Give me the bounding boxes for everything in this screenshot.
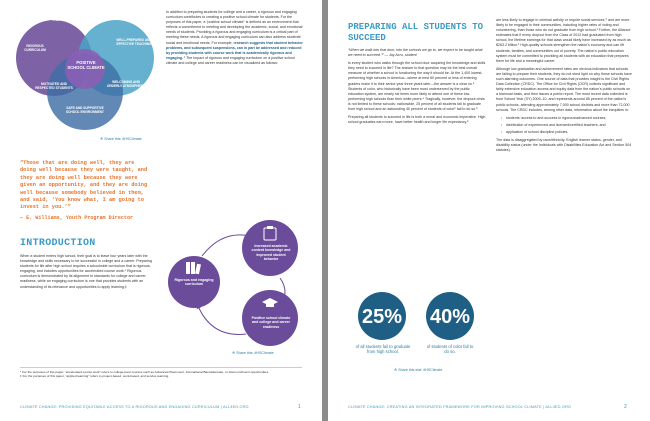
right-paragraph-3: The data is disaggregated by race/ethnicity, English learner status, gender, and disability status (under the Individuals with Disabilities Education Act and Section 504 statutes). bbox=[496, 137, 632, 153]
page-footer: CLIMATE CHANGE: PROVIDING EQUITABLE ACCESS TO A RIGOROUS AND ENGAGING CURRICULUM | ALL4ED.ORG bbox=[20, 405, 249, 409]
share-label: Share this: #HSClimate bbox=[236, 351, 274, 355]
venn-label-right: WELL-PREPARED AND EFFECTIVE TEACHING bbox=[116, 38, 152, 46]
footnotes bbox=[20, 367, 302, 378]
stat-caption-40: of students of color fail to do so. bbox=[426, 344, 474, 355]
twitter-icon: ☘ bbox=[394, 368, 398, 372]
paragraph-2: Preparing all students to succeed in life is both a moral and economic imperative. High school graduates earn more, have better health and longer life expectancy,⁸ bbox=[348, 115, 486, 125]
share-label: Share this: #HSClimate bbox=[104, 137, 142, 141]
student-quote: “When we walk into that door, into the schools we go to, we expect to be taught what we need to succeed.”² — Jay Acru, student bbox=[348, 48, 483, 58]
footnote-2: ‡ For the purposes of this paper, “applied learning” refers to project-based, work-based, and service learning. bbox=[20, 374, 170, 379]
venn-label-mid-left: MOTIVATED AND RESPECTED STUDENTS bbox=[35, 82, 73, 90]
list-item: • application of school discipline policies. bbox=[502, 130, 632, 135]
right-column-text bbox=[496, 18, 632, 156]
school-climate-venn-diagram bbox=[12, 6, 162, 134]
twitter-icon: ☘ bbox=[100, 137, 104, 141]
venn-label-center: POSITIVE SCHOOL CLIMATE bbox=[67, 60, 105, 70]
cycle-label-top: Increased academic content knowledge and improved student behavior bbox=[251, 244, 291, 262]
share-link-cycle[interactable] bbox=[232, 351, 274, 355]
stat-number-25: 25% bbox=[361, 306, 403, 328]
page-2 bbox=[328, 0, 650, 421]
right-paragraph bbox=[166, 10, 304, 66]
venn-label-bottom: SAFE AND SUPPORTIVE SCHOOL ENVIRONMENT bbox=[65, 106, 105, 114]
list-item: • distribution of experienced and licensed/certified teachers; and bbox=[502, 123, 632, 128]
intro-paragraph: When a student enters high school, their goal is to leave four years later with the knowledge and skills necessary to be successful in college and a career. Preparing students for life after high school requires a schoolwide curriculum that is rigorous, engaging, and includes opportunities for accelerated course work.* Rigorous curriculum is demonstrated by its alignment to standards for college and career readiness, while an engaging curriculum is one that provides students with an understanding of its relevance and opportunities to apply learning.‡ bbox=[20, 254, 152, 289]
share-link-stat[interactable] bbox=[394, 368, 442, 372]
right-paragraph-2: Although low graduation and achievement rates are obvious indicators that schools are failing to prepare their students, they do not shed light on why these schools have such alarming outcomes. One source of data that provides insight is the Civil Rights Data Collection (CRDC). The Office for Civil Rights (OCR) collects significant and fairly extensive education access and equity data from the nation’s public schools on a biannual basis, and then issues a public report. The most recent data collected is from School Year (SY) 2009–10, and represents around 85 percent of the nation’s public schools, attending approximately 7,000 school districts and more than 72,000 schools. The CRDC includes, among other data, information about the inequities in: bbox=[496, 66, 632, 112]
left-column-text bbox=[348, 48, 486, 128]
page-footer: CLIMATE CHANGE: CREATING AN INTEGRATED FRAMEWORK FOR IMPROVING SCHOOL CLIMATE | ALL4ED.ORG bbox=[348, 405, 572, 409]
stat-number-40: 40% bbox=[429, 306, 471, 328]
page-number: 2 bbox=[624, 404, 627, 410]
inequities-list bbox=[502, 116, 632, 135]
twitter-icon: ☘ bbox=[232, 351, 236, 355]
right-paragraph-highlight: research suggests that student behavior problems, and subsequent suspensions, can in part be addressed and reduced by providing students with course work that is academically rigorous and engaging. bbox=[166, 40, 303, 60]
venn-label-top-left: CHALLENGING AND ENGAGING COURSE WORK bbox=[52, 14, 96, 22]
right-paragraph-end: ¹ The impact of rigorous and engaging curriculum on a positive school climate and college and career readiness can be visualized as follows: bbox=[166, 55, 295, 65]
venn-label-left: RIGOROUS CURRICULUM bbox=[24, 44, 46, 52]
page-number: 1 bbox=[298, 404, 301, 410]
right-paragraph-1: are less likely to engage in criminal activity or require social services,⁹ and are more likely to be engaged in their communities, including higher rates of voting and volunteering, than those who do not graduate from high school.¹ Further, the Alliance estimates that if every dropout from the Class of 2012 had graduated from high school, the lifetime earnings for that class would likely have increased by as much as $263.2 billion.¹ High-quality schools strengthen the nation’s economy and can lift students, families, and communities out of poverty. The nation’s public education system must be committed to providing all students with an education that prepares them for life and a meaningful career. bbox=[496, 18, 631, 63]
footnote-1: * For the purposes of this paper, “accelerated course work” refers to college-level courses such as Advanced Placement, International Baccalaureate, or dual enrollment opportunities. bbox=[20, 370, 270, 374]
cycle-label-left: Rigorous and engaging curriculum bbox=[174, 278, 214, 287]
right-column-text bbox=[166, 10, 304, 69]
share-link-venn[interactable] bbox=[100, 137, 142, 141]
stat-caption-25: of all students fail to graduate from high school. bbox=[355, 344, 411, 355]
section-heading-preparing: PREPARING ALL STUDENTS TO SUCCEED bbox=[348, 22, 484, 43]
paragraph-1: Is every student who walks through the school door acquiring the knowledge and skills they need to succeed in life? The answer to that question may be the best overall measure of whether a school is functioning the way it should be. At the 1,400 lowest-performing high schools in America—where at best 60 percent or less of entering graders make it to their senior year three years later—the answer is a clear no.³ Students of color, who historically have been most underserved by the public education system, are nearly six times more likely to attend one of these low-performing high schools than their white peers.⁴ Tragically, however, the dropout crisis is not limited to these schools: nationwide, 25 percent of all students fail to graduate from high school and an astounding 40 percent of students of color⁵ fail to do so.⁶ bbox=[348, 61, 486, 112]
share-label: Share this stat: #HSClimate bbox=[398, 368, 443, 372]
cycle-arrow-bottom bbox=[198, 306, 246, 334]
cycle-label-bottom: Positive school climate and college and career readiness bbox=[251, 316, 291, 329]
section-heading-introduction: INTRODUCTION bbox=[20, 238, 96, 249]
list-item: • students’ access to and success in rigorous/advanced courses; bbox=[502, 116, 632, 121]
pull-quote: “Those that are doing well, they are doing well because they were taught, and they are doing well because they were given an opportunity, and they are doing well because somebody believed in them, and said, ‘You know what, I am going to invest in you.’” bbox=[20, 160, 148, 211]
right-paragraph-text: In addition to preparing students for college and a career, a rigorous and engaging curriculum contributes to creating a positive school climate for students. For the purposes of this paper, a “positive school climate” is defined as an environment that reflects a commitment to meeting and developing the academic, social, and emotional needs of students. Providing a rigorous and engaging curriculum is a critical part of meeting these needs. A rigorous and engaging curriculum can also address students’ social and emotional needs. For example, bbox=[166, 10, 303, 45]
intro-body bbox=[20, 254, 152, 293]
venn-label-mid-right: WELCOMING AND ORDERLY ATMOSPHERE bbox=[106, 80, 146, 88]
stat-circles bbox=[352, 290, 482, 342]
page-1 bbox=[0, 0, 322, 421]
quote-attribution: — E. Williams, Youth Program Director bbox=[20, 215, 134, 221]
